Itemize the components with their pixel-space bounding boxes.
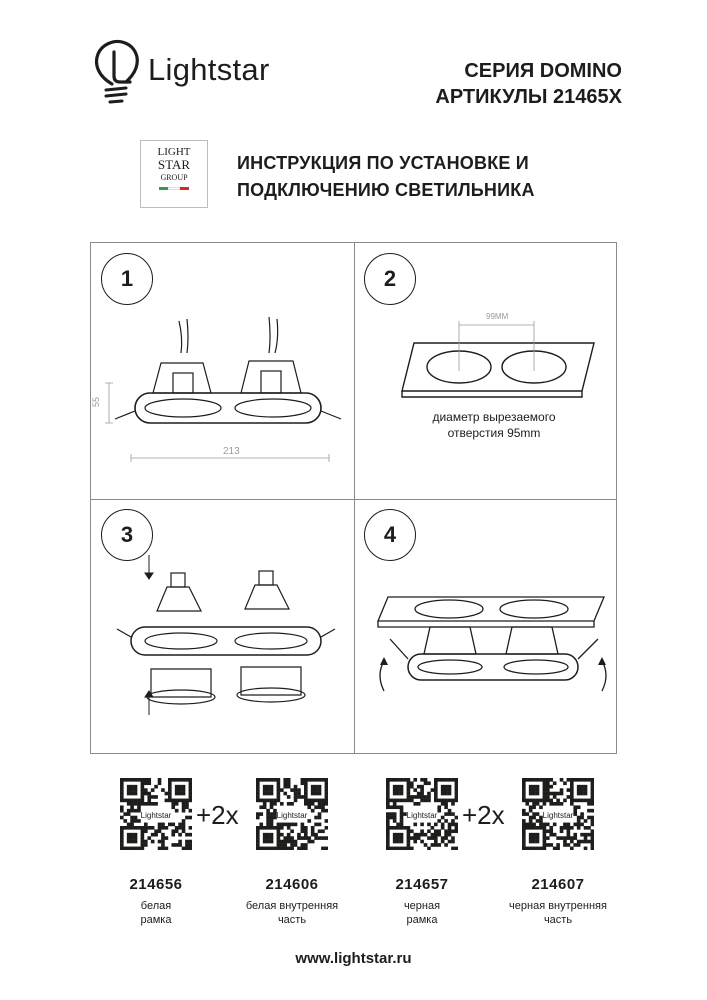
- qr-code-214606: [256, 778, 328, 850]
- product-code: 214606: [265, 876, 319, 893]
- italian-flag-icon: [159, 187, 189, 190]
- qr-caption: Lightstar: [140, 811, 172, 820]
- product-code: 214656: [129, 876, 183, 893]
- plus-two-label: +2x: [462, 800, 505, 830]
- cutout-caption-line-2: отверстия 95mm: [447, 426, 541, 440]
- page-title: [237, 150, 535, 204]
- cutout-caption-line-1: диаметр вырезаемого: [432, 410, 556, 424]
- title-line-2: ПОДКЛЮЧЕНИЮ СВЕТИЛЬНИКА: [237, 180, 535, 200]
- brand-logo: [90, 38, 320, 108]
- bulb-logo-icon: [90, 38, 150, 108]
- step-2-panel: [354, 243, 617, 499]
- plus-two-label: +2x: [196, 800, 239, 830]
- articles-title: АРТИКУЛЫ 21465X: [435, 86, 622, 108]
- product-214656: [86, 876, 226, 927]
- step-4-panel: [354, 499, 617, 755]
- product-214607: [488, 876, 628, 927]
- series-block: [435, 58, 622, 110]
- badge-line-1: LIGHT: [157, 146, 191, 158]
- qr-code-214656: [120, 778, 192, 850]
- step-number: 3: [101, 509, 153, 561]
- dim-width-label: 213: [223, 446, 240, 457]
- step-number: 4: [364, 509, 416, 561]
- product-desc: черная внутренняя часть: [509, 900, 607, 926]
- dim-gap-label: 99MM: [486, 312, 509, 321]
- step-3-panel: [91, 499, 354, 755]
- cutout-caption: [414, 409, 574, 441]
- website-link[interactable]: www.lightstar.ru: [295, 950, 412, 967]
- title-line-1: ИНСТРУКЦИЯ ПО УСТАНОВКЕ И: [237, 153, 529, 173]
- product-code: 214657: [395, 876, 449, 893]
- step-number: 1: [101, 253, 153, 305]
- step-1-panel: [91, 243, 354, 499]
- badge-line-2: STAR: [157, 157, 191, 172]
- step-number: 2: [364, 253, 416, 305]
- badge-line-3: GROUP: [160, 173, 188, 182]
- instruction-grid: [90, 242, 617, 754]
- product-desc: белая рамка: [140, 900, 172, 926]
- series-title: СЕРИЯ DOMINO: [464, 60, 622, 82]
- brand-name: Lightstar: [148, 52, 270, 87]
- qr-code-214607: [522, 778, 594, 850]
- qr-caption: Lightstar: [542, 811, 574, 820]
- product-code: 214607: [531, 876, 585, 893]
- qr-caption: Lightstar: [276, 811, 308, 820]
- qr-caption: Lightstar: [406, 811, 438, 820]
- qr-code-214657: [386, 778, 458, 850]
- dim-height-label: 55: [91, 396, 101, 407]
- product-desc: белая внутренняя часть: [245, 900, 339, 926]
- product-desc: черная рамка: [403, 900, 441, 926]
- lightstar-group-badge: [140, 140, 208, 208]
- product-214657: [352, 876, 492, 927]
- product-214606: [222, 876, 362, 927]
